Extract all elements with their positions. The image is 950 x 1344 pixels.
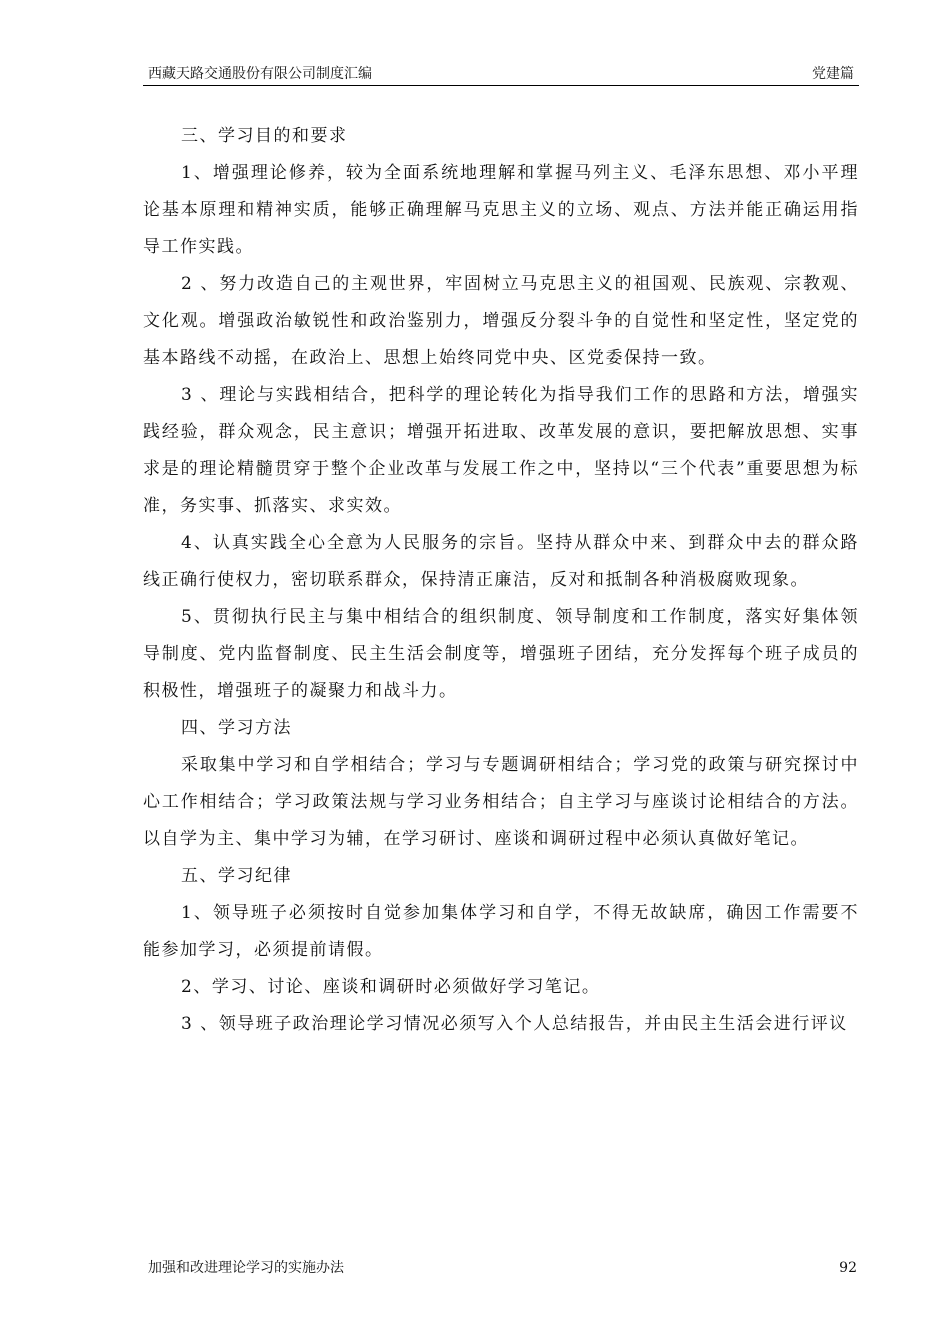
document-body xyxy=(143,118,859,1043)
paragraph-3: 3 、理论与实践相结合，把科学的理论转化为指导我们工作的思路和方法，增强实践经验，群众观念，民主意识；增强开拓进取、改革发展的意识，要把解放思想、实事求是的理论精髓贯穿于整个企业改革与发展工作之中，坚持以“三个代表”重要思想为标准，务实事、抓落实、求实效。 xyxy=(143,385,859,516)
page-number: 92 xyxy=(839,1260,857,1276)
paragraph-1: 1、增强理论修养，较为全面系统地理解和掌握马列主义、毛泽东思想、邓小平理论基本原理和精神实质，能够正确理解马克思主义的立场、观点、方法并能正确运用指导工作实践。 xyxy=(143,163,859,257)
paragraph-9: 3 、领导班子政治理论学习情况必须写入个人总结报告，并由民主生活会进行评议 xyxy=(181,1014,848,1034)
paragraph-2: 2 、努力改造自己的主观世界，牢固树立马克思主义的祖国观、民族观、宗教观、文化观。增强政治敏锐性和政治鉴别力，增强反分裂斗争的自觉性和坚定性，坚定党的基本路线不动摇，在政治上、思想上始终同党中央、区党委保持一致。 xyxy=(143,274,859,368)
section-heading-4: 四、学习方法 xyxy=(181,718,292,738)
section-heading-5: 五、学习纪律 xyxy=(181,866,292,886)
page-header xyxy=(143,64,859,86)
paragraph-5: 5、贯彻执行民主与集中相结合的组织制度、领导制度和工作制度，落实好集体领导制度、党内监督制度、民主生活会制度等，增强班子团结，充分发挥每个班子成员的积极性，增强班子的凝聚力和战斗力。 xyxy=(143,607,859,701)
section-heading-3: 三、学习目的和要求 xyxy=(181,126,348,146)
header-document-title: 西藏天路交通股份有限公司制度汇编 xyxy=(148,66,372,82)
page-footer xyxy=(143,1257,859,1281)
footer-document-name: 加强和改进理论学习的实施办法 xyxy=(148,1260,344,1276)
header-section-name: 党建篇 xyxy=(812,66,854,82)
paragraph-8: 2、学习、讨论、座谈和调研时必须做好学习笔记。 xyxy=(181,977,601,997)
paragraph-6: 采取集中学习和自学相结合；学习与专题调研相结合；学习党的政策与研究探讨中心工作相结合；学习政策法规与学习业务相结合；自主学习与座谈讨论相结合的方法。以自学为主、集中学习为辅，在学习研讨、座谈和调研过程中必须认真做好笔记。 xyxy=(143,755,859,849)
paragraph-4: 4、认真实践全心全意为人民服务的宗旨。坚持从群众中来、到群众中去的群众路线正确行使权力，密切联系群众，保持清正廉洁，反对和抵制各种消极腐败现象。 xyxy=(143,533,859,590)
paragraph-7: 1、领导班子必须按时自觉参加集体学习和自学，不得无故缺席，确因工作需要不能参加学习，必须提前请假。 xyxy=(143,903,859,960)
